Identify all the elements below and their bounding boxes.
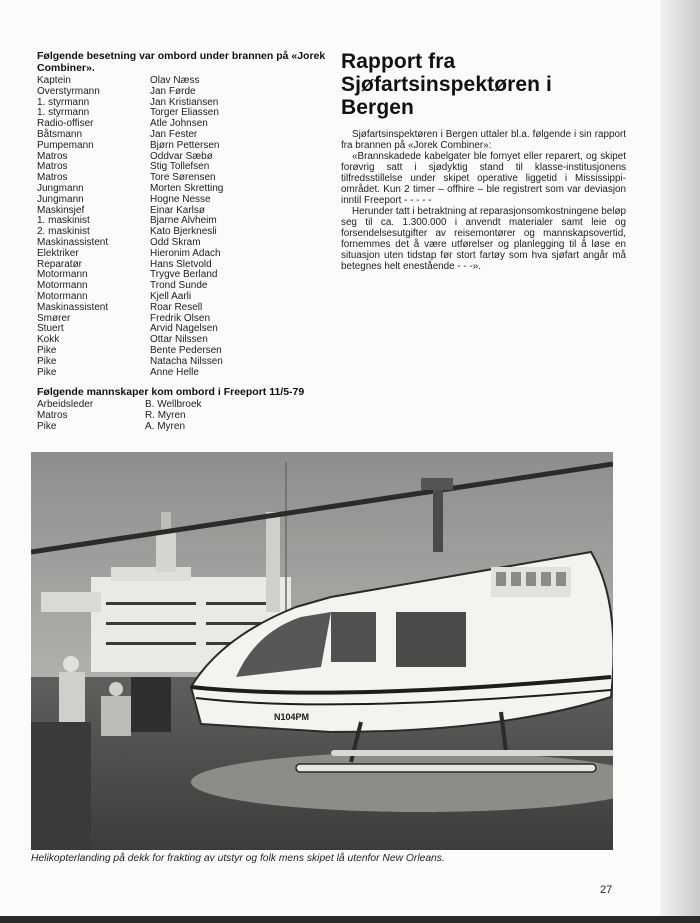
crew-name: Kato Bjerknesli xyxy=(150,226,217,238)
helicopter-registration: N104PM xyxy=(274,712,310,722)
crew-role: 1. maskinist xyxy=(37,215,90,227)
photo-caption: Helikopterlanding på dekk for frakting av utstyr og folk mens skipet lå utenfor New Orleans. xyxy=(31,853,445,864)
article-column xyxy=(341,50,626,272)
crew-name: Kjell Aarli xyxy=(150,290,192,302)
crew-list xyxy=(37,76,327,378)
crew-role: Pike xyxy=(37,344,57,356)
article-title-line1: Rapport fra xyxy=(341,50,456,73)
article-paragraph: Herunder tatt i betraktning at reparasjonsomkostningene beløp seg til ca. 1.300.000 i anvendt materialer samt leie og forsendelsesutgifter av reisemontører og mannskapsovertid, fornemmes det å være utførelser og planlegging til å løse en situasjon uten tidstap før stort fartøy som hva sjøfart angår må betegnes helt enestående - - -». xyxy=(341,206,626,272)
crew-role: Smører xyxy=(37,312,71,324)
crew-role: Matros xyxy=(37,410,68,422)
crew-name: A. Myren xyxy=(145,420,186,432)
crew-name: Roar Resell xyxy=(150,301,203,313)
page-edge-shadow xyxy=(660,0,700,923)
crew-role: 1. styrmann xyxy=(37,107,90,119)
crew-row xyxy=(37,422,327,433)
crew-role: Jungmann xyxy=(37,193,84,205)
crew-role: Stuert xyxy=(37,323,64,335)
crew-row xyxy=(37,87,327,98)
crew-name: R. Myren xyxy=(145,410,186,422)
crew-name: Odd Skram xyxy=(150,236,201,248)
crew-row xyxy=(37,368,327,379)
crew-name: Jan Førde xyxy=(150,85,196,97)
crew-heading: Følgende besetning var ombord under brannen på «Jorek Combiner». xyxy=(37,50,326,74)
crew-role: Kokk xyxy=(37,334,60,346)
crew-role: Motormann xyxy=(37,280,88,292)
article-paragraph: Sjøfartsinspektøren i Bergen uttaler bl.a. følgende i sin rapport fra brannen på «Jorek Combiner»: xyxy=(341,129,626,151)
crew-role: Båtsmann xyxy=(37,128,83,140)
crew-role: 2. maskinist xyxy=(37,226,90,238)
crew-role: Radio-offiser xyxy=(37,118,94,130)
crew-row xyxy=(37,249,327,260)
article-body xyxy=(341,129,626,272)
crew-name: Trygve Berland xyxy=(150,269,218,281)
crew-name: Fredrik Olsen xyxy=(150,312,211,324)
crew-name: Atle Johnsen xyxy=(150,118,208,130)
crew-role: Arbeidsleder xyxy=(37,399,94,411)
crew-row xyxy=(37,303,327,314)
crew-role: Motormann xyxy=(37,290,88,302)
crew-role: Matros xyxy=(37,150,68,162)
crew-name: Hieronim Adach xyxy=(150,247,221,259)
crew-name: Jan Kristiansen xyxy=(150,96,219,108)
crew-row xyxy=(37,141,327,152)
crew-role: Overstyrmann xyxy=(37,85,100,97)
crew-name: Tore Sørensen xyxy=(150,172,216,184)
crew-name: Hogne Nesse xyxy=(150,193,211,205)
crew-name: Bjarne Alvheim xyxy=(150,215,217,227)
crew-name: Hans Sletvold xyxy=(150,258,212,270)
crew-name: Stig Tollefsen xyxy=(150,161,210,173)
crew-name: Bente Pedersen xyxy=(150,344,222,356)
crew-name: Natacha Nilssen xyxy=(150,355,223,367)
crew-role: Maskinassistent xyxy=(37,301,109,313)
crew-role: Maskinassistent xyxy=(37,236,109,248)
helicopter-photo-graphic xyxy=(31,452,613,850)
crew-name: Olav Næss xyxy=(150,75,200,86)
crew-role: Motormann xyxy=(37,269,88,281)
crew-row xyxy=(37,195,327,206)
article-paragraph: «Brannskadede kabelgater ble fornyet eller reparert, og skipet forøvrig satt i sjødyktig stand til klasse-institusjonens tilfredsstillelse under skipet operative liggetid i Mississippi-området. Kun 2 timer – offhire – ble registrert som var deviasjon inntil Freeport - - - - - xyxy=(341,151,626,206)
helicopter-photo xyxy=(31,452,613,850)
crew-role: 1. styrmann xyxy=(37,96,90,108)
freeport-crew-heading: Følgende mannskaper kom ombord i Freeport 11/5-79 xyxy=(37,386,305,399)
crew-name: Oddvar Sæbø xyxy=(150,150,213,162)
crew-role: Pike xyxy=(37,355,57,367)
crew-name: Ottar Nilssen xyxy=(150,334,208,346)
crew-name: Trond Sunde xyxy=(150,280,208,292)
crew-column xyxy=(37,50,327,433)
crew-role: Matros xyxy=(37,161,68,173)
crew-name: Bjørn Pettersen xyxy=(150,139,220,151)
crew-name: Arvid Nagelsen xyxy=(150,323,218,335)
crew-name: Anne Helle xyxy=(150,366,199,378)
crew-role: Pike xyxy=(37,366,57,378)
crew-role: Pumpemann xyxy=(37,139,94,151)
crew-role: Maskinsjef xyxy=(37,204,85,216)
bottom-border xyxy=(0,916,700,923)
page-number: 27 xyxy=(600,884,613,896)
crew-name: Morten Skretting xyxy=(150,182,224,194)
freeport-crew-list xyxy=(37,400,327,432)
crew-name: Jan Fester xyxy=(150,128,198,140)
crew-row xyxy=(37,357,327,368)
article-title xyxy=(341,50,626,119)
crew-name: Einar Karlsø xyxy=(150,204,206,216)
crew-role: Jungmann xyxy=(37,182,84,194)
article-title-line2: Sjøfartsinspektøren i Bergen xyxy=(341,73,552,119)
crew-name: Torger Eliassen xyxy=(150,107,219,119)
crew-role: Pike xyxy=(37,420,57,432)
crew-role: Kaptein xyxy=(37,75,71,86)
crew-name: B. Wellbroek xyxy=(145,399,202,411)
crew-role: Reparatør xyxy=(37,258,83,270)
crew-role: Matros xyxy=(37,172,68,184)
crew-role: Elektriker xyxy=(37,247,79,259)
